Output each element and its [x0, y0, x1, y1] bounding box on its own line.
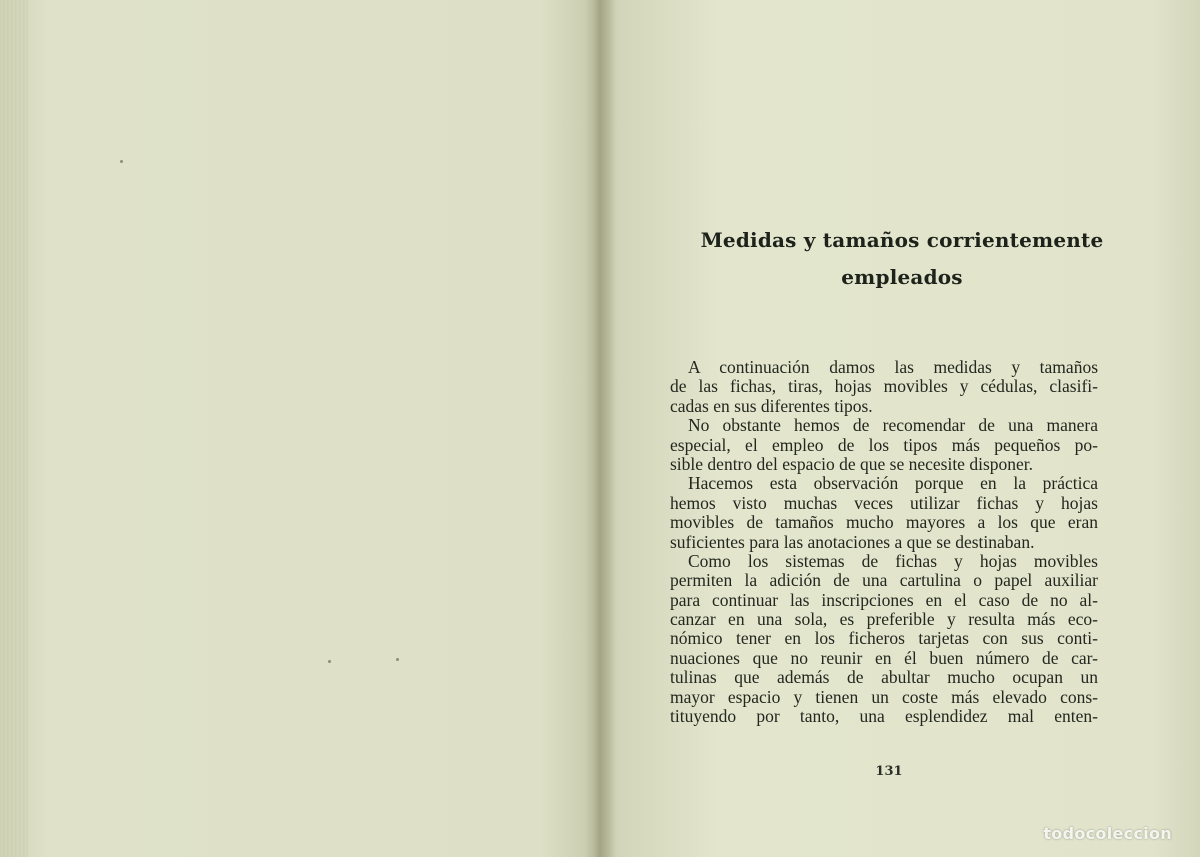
paper-speck	[328, 660, 331, 663]
text-line: canzar en una sola, es preferible y resulta más eco-	[670, 609, 1098, 630]
paper-speck	[396, 658, 399, 661]
text-line: especial, el empleo de los tipos más pequeños po-	[670, 434, 1098, 455]
book-gutter	[585, 0, 615, 857]
text-line: permiten la adición de una cartulina o papel auxiliar	[670, 570, 1098, 591]
text-line: sible dentro del espacio de que se necesite disponer.	[670, 453, 1034, 474]
right-page	[612, 0, 1200, 857]
text-line: hemos visto muchas veces utilizar fichas y hojas	[670, 492, 1098, 513]
text-line: cadas en sus diferentes tipos.	[670, 395, 873, 416]
text-line: suficientes para las anotaciones a que se destinaban.	[670, 531, 1035, 552]
left-page-blank	[28, 0, 588, 857]
text-line: nómico tener en los ficheros tarjetas con sus conti-	[670, 628, 1098, 649]
text-line: No obstante hemos de recomendar de una manera	[688, 415, 1098, 436]
text-line: tituyendo por tanto, una esplendidez mal enten-	[670, 706, 1098, 727]
text-line: de las fichas, tiras, hojas movibles y cédulas, clasifi-	[670, 376, 1098, 397]
section-heading: Medidas y tamaños corrientemente empleados	[700, 228, 1104, 289]
text-line: para continuar las inscripciones en el caso de no al-	[670, 589, 1098, 610]
text-line: nuaciones que no reunir en él buen número de car-	[670, 647, 1098, 668]
paper-speck	[120, 160, 123, 163]
text-line: mayor espacio y tienen un coste más elevado cons-	[670, 686, 1098, 707]
watermark-logo: todocoleccion	[1043, 824, 1172, 843]
body-text	[670, 358, 1098, 726]
text-line: A continuación damos las medidas y tamaños	[688, 357, 1098, 377]
text-line: Como los sistemas de fichas y hojas movibles	[688, 550, 1098, 571]
text-line: tulinas que además de abultar mucho ocupan un	[670, 667, 1098, 688]
page-number: 131	[875, 764, 903, 779]
page-edge	[0, 0, 28, 857]
text-line: Hacemos esta observación porque en la práctica	[688, 473, 1098, 494]
text-line: movibles de tamaños mucho mayores a los que eran	[670, 512, 1098, 533]
